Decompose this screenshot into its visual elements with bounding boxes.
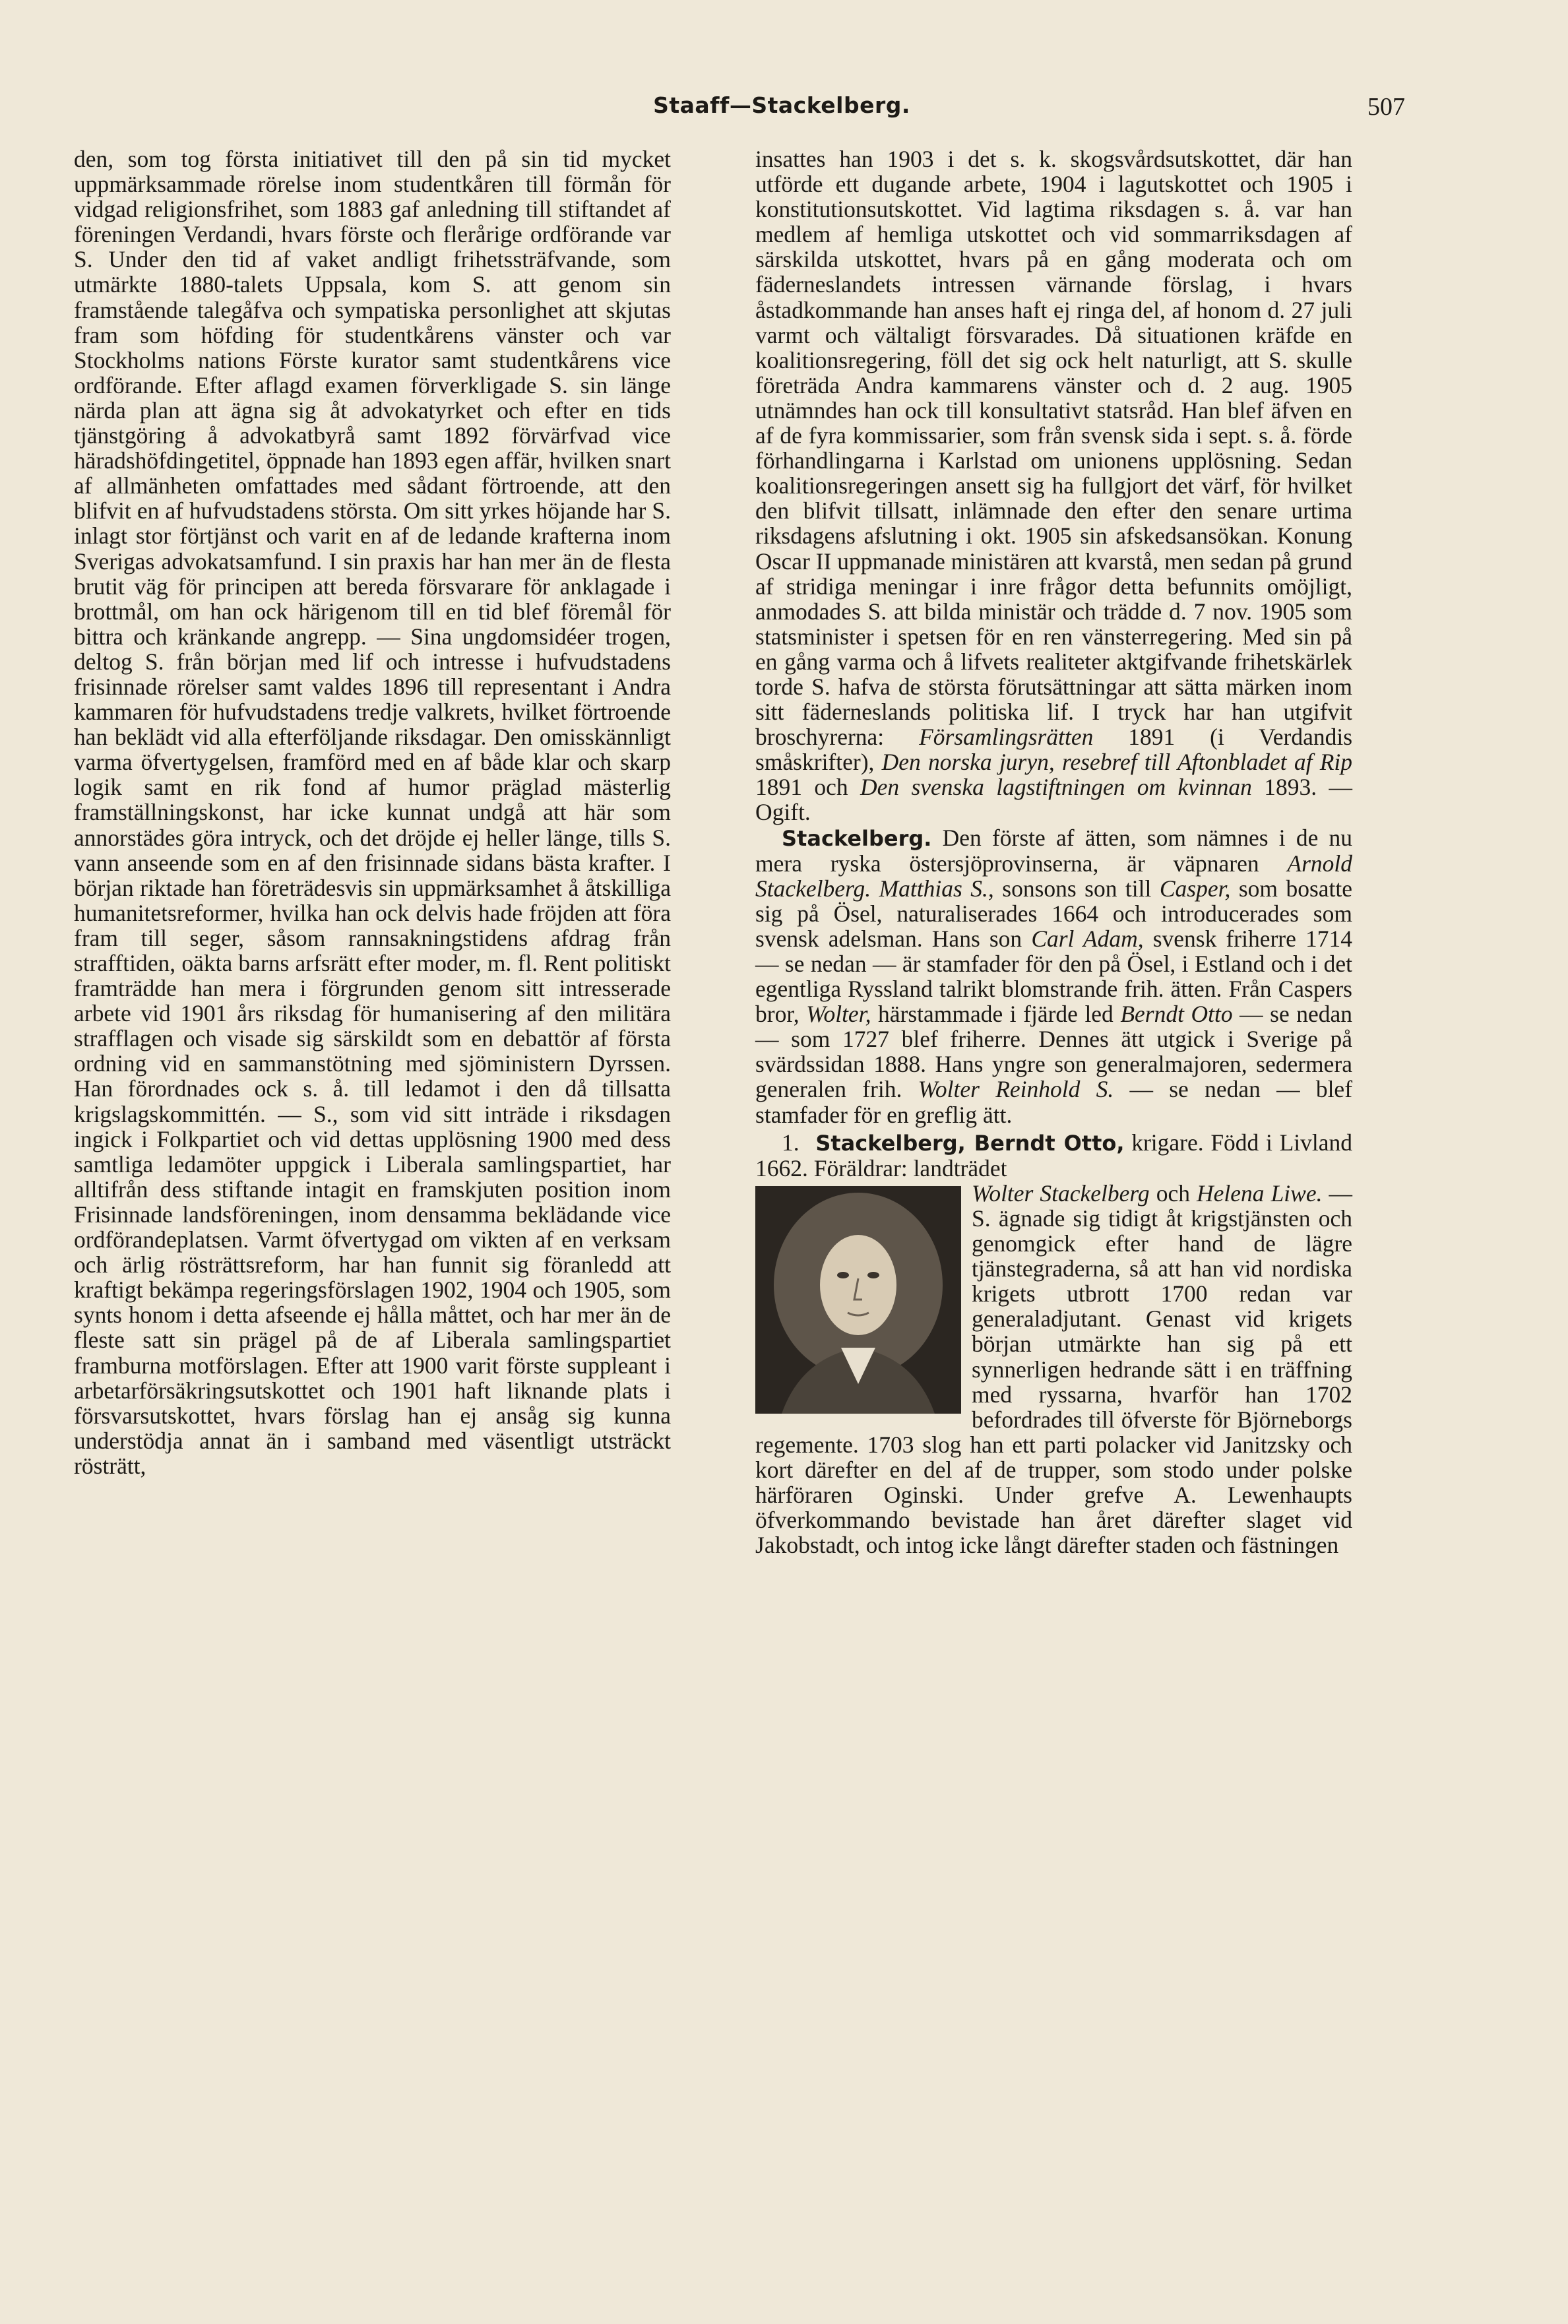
entry-lemma: Stackelberg, Berndt Otto, <box>815 1130 1125 1156</box>
work-title: Den svenska lagstiftningen om kvinnan <box>860 774 1252 801</box>
entry-lemma: Stackelberg. <box>782 825 932 851</box>
person-name: Berndt Otto <box>1120 1001 1233 1028</box>
person-name: Wolter, <box>806 1001 871 1028</box>
left-column-text: den, som tog första initiativet till den på sin tid mycket uppmärksammade rörelse inom studentkåren till förmån för vidgad religionsfrihet, som 1883 gaf anledning till stiftandet af föreningen Verdandi, hvars förste och flerårige ordförande var S. Under den tid af vaket andligt frihetssträfvande, som utmärkte 1880-talets Uppsala, kom S. att genom sin framstående talegåfva och sympatiska personlighet att skjutas fram som höfding för studentkårens vänster och var Stockholms nations Förste kurator samt studentkårens vice ordförande. Efter aflagd examen förverkligade S. sin länge närda plan att ägna sig åt advokatyrket och efter en tids tjänstgöring å advokatbyrå samt 1892 förvärfvad vice häradshöfdingetitel, öppnade han 1893 egen affär, hvilken snart af allmänheten omfattades med sådant förtroende, att den blifvit en af hufvudstadens största. Om sitt yrkes höjande har S. inlagt stor förtjänst och varit en af de ledande krafterna inom Sverigas advokatsamfund. I sin praxis har han mer än de flesta brutit väg för principen att bereda försvarare för anklagade i brottmål, om han ock härigenom till en tid blef föremål för bittra och kränkande angrepp. — Sina ungdomsidéer trogen, deltog S. från början med lif och intresse i hufvudstadens frisinnade rörelser samt valdes 1896 till representant i Andra kammaren för hufvudstadens tredje valkrets, hvilket förtroende han beklädt vid alla efterföljande riksdagar. Den omisskännligt varma öfvertygelsen, framförd med en af både klar och skarp logik samt en rik fond af humor präglad mästerlig framställningskonst, har icke kunnat undgå att här som annorstädes göra intryck, och det dröjde ej heller länge, tills S. vann anseende som en af den frisinnade sidans bästa krafter. I början riktade han företrädesvis sin uppmärksamhet å åtskilliga humanitetsreformer, hvilka han ock delvis hade fröjden att föra fram till seger, såsom rannsakningstidens afdrag från strafftiden, oäkta barns arfsrätt efter moder, m. fl. Rent politiskt framträdde han mera i förgrunden genom sitt intresserade arbete vid 1901 års riksdag för humanisering af den militära strafflagen och visade sig särskildt som en debattör af första ordning vid en sammanstötning med sjöministern Dyrssen. Han förordnades ock s. å. till ledamot i den då tillsatta krigslagskommittén. — S., som vid sitt inträde i riksdagen ingick i Folkpartiet och vid dettas upplösning 1900 med dess samtliga ledamöter uppgick i Liberala samlingspartiet, har alltifrån dess stiftande intagit en framskjuten position inom Frisinnade landsföreningen, inom densamma beklädande vice ordförandeplatsen. Varmt öfvertygad om vikten af en verksam och ärlig rösträttsreform, har han funnit sig föranledd att kraftigt bekämpa regeringsförslagen 1902, 1904 och 1905, som synts honom i detta afseende ej hålla måttet, och har mer än de fleste satt sin prägel på de af Liberala samlingspartiet framburna motförslagen. Efter att 1900 varit förste suppleant i arbetarförsäkringsutskottet och 1901 haft liknande plats i försvarsutskottet, hvars förslag han ej ansåg sig kunna understödja annat än i samband med väsentligt utsträckt rösträtt, <box>74 146 671 1479</box>
text-run: 1893. — Ogift. <box>755 774 1353 826</box>
person-name: Helena Liwe. <box>1197 1179 1323 1207</box>
person-name: Carl Adam, <box>1031 925 1144 952</box>
entry-stackelberg-berndt-otto <box>755 1130 1352 1181</box>
text-run: och <box>1156 1179 1190 1207</box>
left-eye <box>837 1272 849 1278</box>
portrait-figure <box>755 1186 961 1414</box>
person-name: Casper, <box>1159 875 1231 902</box>
work-title: Församlingsrätten <box>919 724 1094 751</box>
page-header <box>158 92 1405 132</box>
text-run: krigare. Född i Livland 1662. Föräldrar: landträdet <box>755 1129 1352 1181</box>
text-run: — se nedan — som 1727 blef friherre. Dennes ätt utgick i Sverige på svärdssidan 1888. Hans yngre son generalmajoren, sedermera generalen frih. <box>755 1001 1353 1103</box>
person-name: Wolter Stackelberg <box>972 1179 1150 1207</box>
entry-staaff-continuation <box>755 146 1352 825</box>
text-run: härstammade i fjärde led <box>877 1001 1113 1028</box>
page-number: 507 <box>1367 93 1405 121</box>
text-run: — S. ägnade sig tidigt åt krigstjänsten och genomgick efter hand de lägre tjänstegraderna, så att han vid nordiska krigets utbrott 1700 redan var generaladjutant. Genast vid krigets början utmärkte han sig på ett synnerligen hedrande sätt i en träffning med ryssarna, hvarför han 1702 befordrades till öfverste för Björneborgs regemente. 1703 slog han ett parti polacker vid Janitzsky och kort därefter en del af de trupper, som stodo under polske härföraren Oginski. Under grefve A. Lewenhaupts öfverkommando bevistade han året därefter slaget vid Jakobstadt, och intog icke långt därefter staden och fästningen <box>755 1179 1353 1559</box>
portrait-engraving <box>755 1186 961 1414</box>
face <box>820 1235 896 1335</box>
text-run: Den förste af ätten, som nämnes i de nu mera ryska östersjöprovinserna, är väpnaren <box>755 824 1353 877</box>
left-column <box>74 146 671 1478</box>
text-run: sonsons son till <box>1002 875 1152 902</box>
entry-stackelberg-family <box>755 825 1352 1127</box>
text-run: insattes han 1903 i det s. k. skogsvårdsutskottet, där han utförde ett dugande arbete, 1904 i lagutskottet och 1905 i konstitutionsutskottet. Vid lagtima riksdagen s. å. var han medlem af hemliga utskottet och vid sommarriksdagen af särskilda utskottet, hvars på en gång moderata och om fäderneslandets intressen värnande förslag, i hvars åstadkommande han anses haft ej ringa del, af honom d. 27 juli varmt och vältaligt försvarades. Då situationen kräfde en koalitionsregering, föll det sig ock helt naturligt, att S. skulle företräda Andra kammarens vänster och d. 2 aug. 1905 utnämndes han ock till konsultativt statsråd. Han blef äfven en af de fyra kommissarier, som från svensk sida i sept. s. å. förde förhandlingarna i Karlstad om unionens upplösning. Sedan koalitionsregeringen ansett sig ha fullgjort det värf, för hvilket den blifvit tillsatt, inlämnade den efter den senare urtima riksdagens afslutning i okt. 1905 sin afskedsansökan. Konung Oscar II uppmanade ministären att kvarstå, men sedan på grund af stridiga meningar i inre frågor detta befunnits omöjligt, anmodades S. att bilda ministär och trädde d. 7 nov. 1905 som statsminister i spetsen för en ren vänsterregering. Med sin på en gång varma och å lifvets realiteter aktgifvande frihetskärlek torde S. hafva de största förutsättningar att sätta märken inom sitt fäderneslands politiska lif. I tryck har han utgifvit broschyrerna: <box>755 146 1352 751</box>
text-run: 1891 (i Verdandis småskrifter), <box>755 724 1353 776</box>
text-run: svensk friherre 1714 — se nedan — är stamfader för den på Ösel, i Estland och i det egentliga Ryssland talrikt blomstrande frih. ätten. Från Caspers bror, <box>755 925 1352 1028</box>
running-head: Staaff—Stackelberg. <box>653 92 910 118</box>
right-column <box>755 146 1352 1557</box>
person-name: Wolter Reinhold S. <box>918 1076 1114 1103</box>
text-run: 1891 och <box>755 774 848 801</box>
text-run: — se nedan — blef stamfader för en greflig ätt. <box>755 1076 1353 1128</box>
work-title: Den norska juryn, resebref till Aftonbladet af Rip <box>881 749 1353 776</box>
entry-number: 1. <box>782 1129 800 1156</box>
right-eye <box>867 1272 879 1278</box>
text-run: som bosatte sig på Ösel, naturaliserades 1664 och introducerades som svensk adelsman. Hans son <box>755 875 1353 952</box>
person-name: Arnold Stackelberg. Matthias S., <box>755 850 1353 902</box>
